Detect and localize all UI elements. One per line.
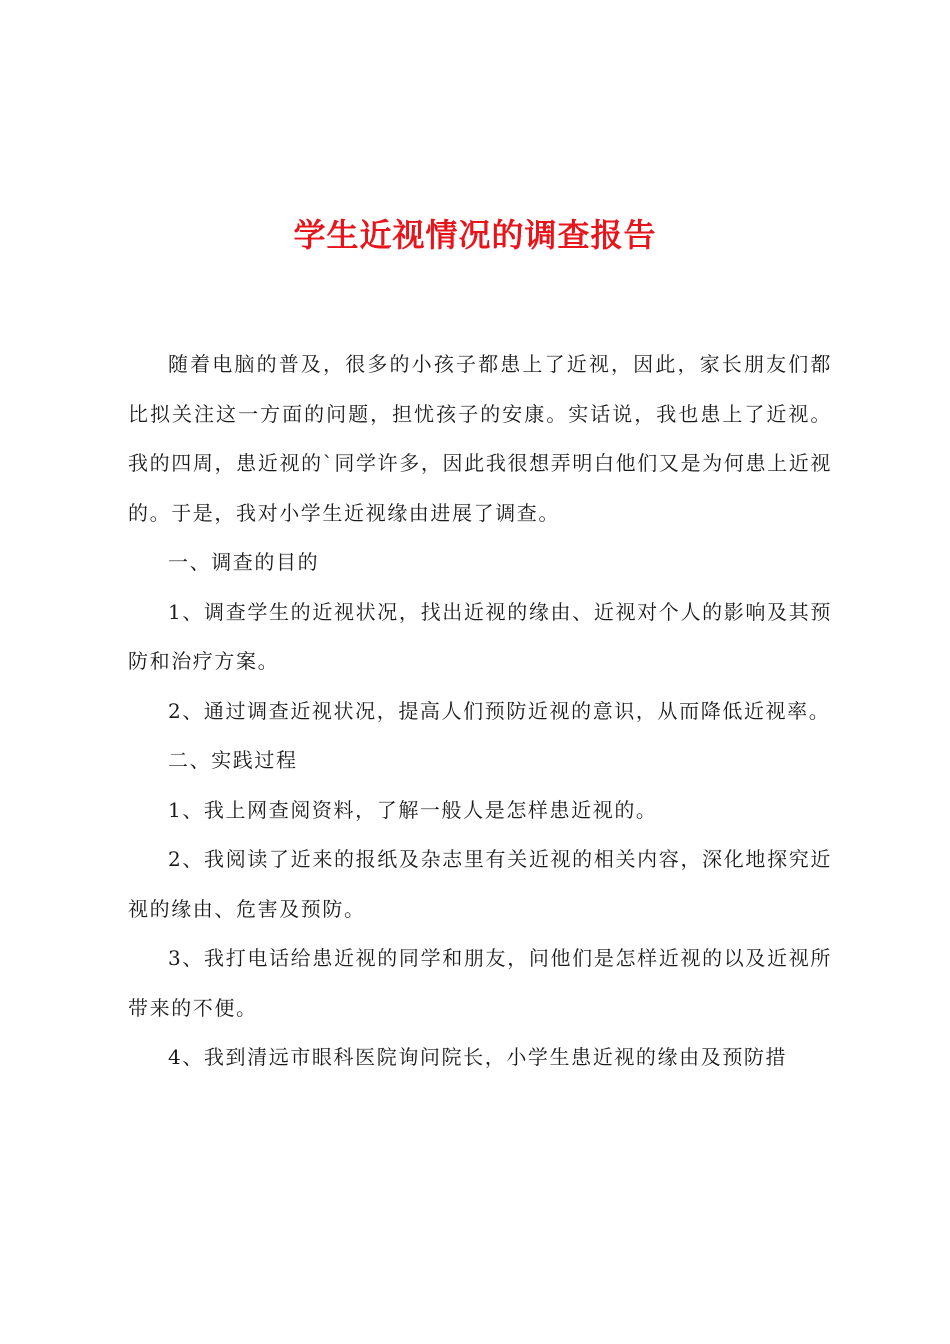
paragraph-intro: 随着电脑的普及，很多的小孩子都患上了近视，因此，家长朋友们都比拟关注这一方面的问题，担忧孩子的安康。实话说，我也患上了近视。我的四周，患近视的`同学许多，因此我很想弄明白他们又是为何患上近视的。于是，我对小学生近视缘由进展了调查。 — [128, 352, 832, 525]
paragraph-process-3: 3、我打电话给患近视的同学和朋友，问他们是怎样近视的以及近视所带来的不便。 — [128, 946, 832, 1020]
document-title: 学生近视情况的调查报告 — [293, 216, 657, 254]
paragraph-purpose-1: 1、调查学生的近视状况，找出近视的缘由、近视对个人的影响及其预防和治疗方案。 — [128, 599, 832, 673]
section-heading-purpose: 一、调查的目的 — [168, 550, 320, 574]
paragraph-purpose-2: 2、通过调查近视状况，提高人们预防近视的意识，从而降低近视率。 — [168, 698, 831, 723]
paragraph-process-1: 1、我上网查阅资料，了解一般人是怎样患近视的。 — [168, 797, 658, 822]
document-body — [128, 340, 832, 1083]
paragraph-process-4: 4、我到清远市眼科医院询问院长，小学生患近视的缘由及预防措 — [168, 1045, 788, 1069]
paragraph-process-2: 2、我阅读了近来的报纸及杂志里有关近视的相关内容，深化地探究近视的缘由、危害及预防。 — [128, 847, 832, 921]
section-heading-process: 二、实践过程 — [168, 748, 298, 772]
